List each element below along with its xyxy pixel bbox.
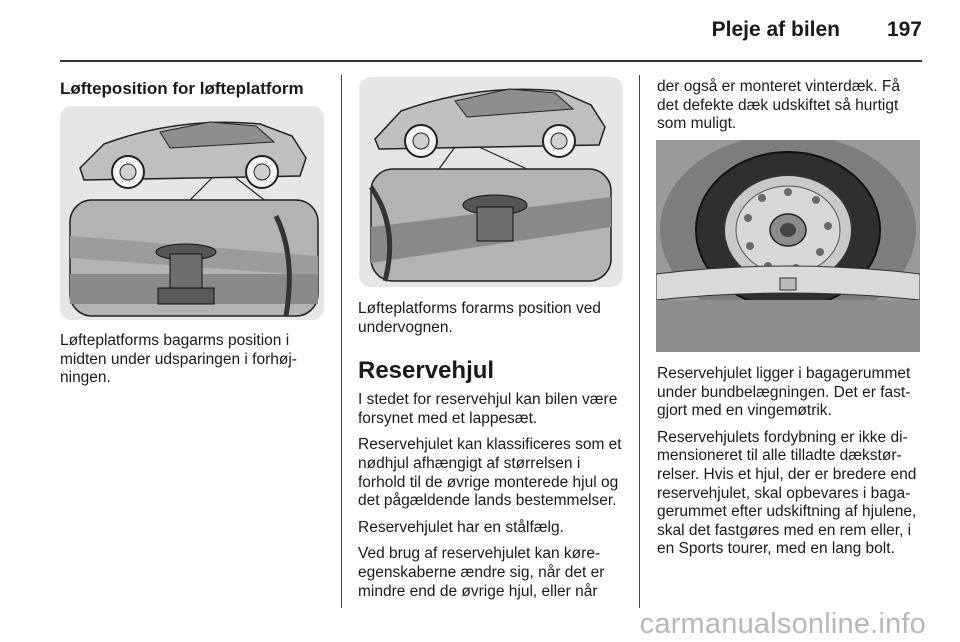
paragraph-spare-1: I stedet for reservehjul kan bilen være forsynet med et lappesæt. — [358, 391, 618, 427]
figure-caption-rear: Løfteplatforms bagarms position i midten under udsparingen i forhøjningen. — [60, 332, 297, 387]
column-3 — [657, 365, 925, 567]
page-number: 197 — [886, 18, 922, 41]
section-heading-lift-position: Løfteposition for løfteplatform — [60, 79, 304, 98]
paragraph-continued: der også er monteret vinterdæk. Få det defekte dæk udskiftet så hurtigt som muligt. — [657, 78, 900, 133]
figure-caption-front: Løfteplatforms forarms position ved undervognen. — [358, 300, 601, 336]
paragraph-spare-4: Ved brug af reservehjulet kan køreegenskaberne ændre sig, når det er mindre end de øvrige hjul, eller når — [358, 545, 605, 600]
column-1-caption — [60, 332, 328, 396]
page-header-title: Pleje af bilen — [711, 18, 840, 41]
column-divider-1 — [341, 75, 342, 608]
column-3-intro — [657, 78, 923, 142]
paragraph-spare-location: Reservehjulet ligger i bagagerummet under bundbelægningen. Det er fastgjort med en vingemøtrik. — [657, 365, 911, 420]
paragraph-spare-3: Reservehjulet har en stålfælg. — [358, 518, 564, 536]
header-rule — [60, 60, 922, 62]
section-heading-spare-wheel: Reservehjul — [358, 357, 495, 385]
watermark: carmanualsonline.info — [639, 608, 926, 640]
figure-spare-wheel — [656, 140, 920, 352]
figure-rear-lift-arm — [60, 106, 324, 320]
column-2 — [358, 300, 626, 609]
column-1 — [60, 78, 330, 100]
column-divider-2 — [639, 75, 640, 608]
paragraph-spare-2: Reservehjulet kan klassificeres som et nødhjul afhængigt af størrelsen i forhold til de øvrige monterede hjul og det pågældende lands bestemmelser. — [358, 436, 622, 510]
figure-front-lift-arm — [359, 77, 623, 287]
paragraph-spare-recess: Reservehjulets fordybning er ikke dimensioneret til alle tilladte dækstørrelser. Hvis et hjul, der er bredere end reservehjulet, skal opbevares i bagagerummet efter udskiftning af hjulene, skal det fastgøres med en rem eller, i en Sports tourer, med en lang bolt. — [657, 428, 917, 558]
